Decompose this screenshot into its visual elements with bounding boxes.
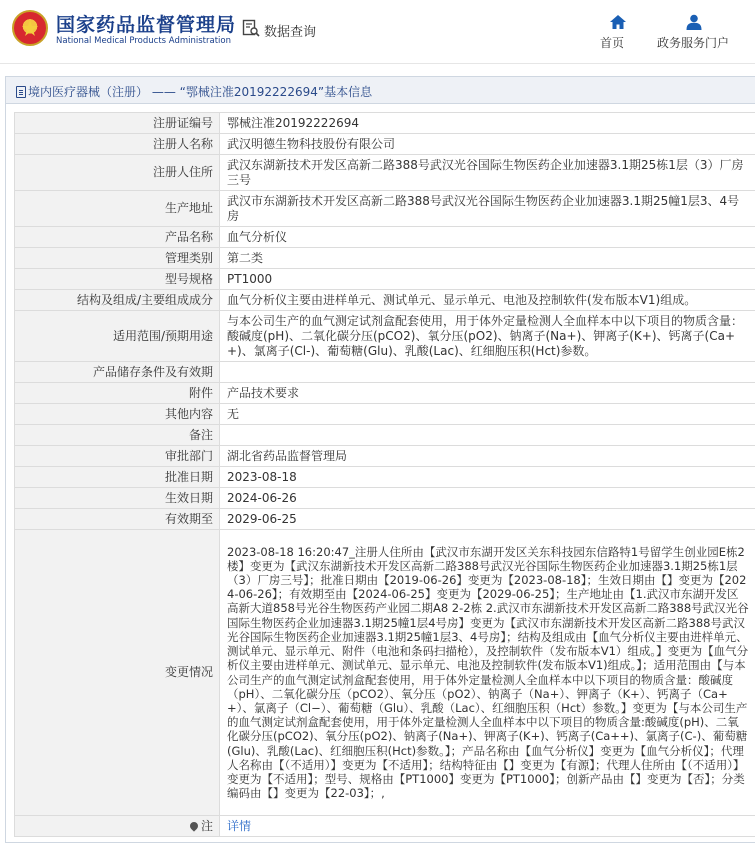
- breadcrumb-category-link[interactable]: 境内医疗器械（注册）: [28, 85, 149, 99]
- registration-info-table: [14, 112, 755, 837]
- row-key: 审批部门: [15, 446, 220, 467]
- row-value: 武汉明德生物科技股份有限公司: [220, 134, 755, 155]
- table-row: [15, 425, 755, 446]
- table-row: [15, 816, 755, 837]
- row-value: 鄂械注准20192222694: [220, 113, 755, 134]
- table-row: [15, 290, 755, 311]
- row-key: 注册人住所: [15, 155, 220, 191]
- row-value: [220, 816, 755, 837]
- row-key: 注册证编号: [15, 113, 220, 134]
- row-value: 产品技术要求: [220, 383, 755, 404]
- table-row: [15, 113, 755, 134]
- row-key: 批准日期: [15, 467, 220, 488]
- row-value: 2024-06-26: [220, 488, 755, 509]
- row-value: 武汉市东湖新技术开发区高新二路388号武汉光谷国际生物医药企业加速器3.1期25幢1层3、4号房: [220, 191, 755, 227]
- pin-icon: [188, 820, 199, 831]
- nav-home-link[interactable]: 首页: [600, 36, 625, 50]
- star-icon: [21, 19, 39, 37]
- row-key: 附件: [15, 383, 220, 404]
- row-key: 变更情况: [15, 530, 220, 816]
- row-value: 2029-06-25: [220, 509, 755, 530]
- row-key: 注册人名称: [15, 134, 220, 155]
- table-row: [15, 446, 755, 467]
- table-row: [15, 404, 755, 425]
- table-row: [15, 467, 755, 488]
- row-value: [220, 362, 755, 383]
- detail-link[interactable]: 详情: [227, 818, 252, 833]
- table-row: [15, 191, 755, 227]
- data-search-link[interactable]: 数据查询: [264, 25, 317, 40]
- data-search-icon[interactable]: [242, 19, 260, 37]
- site-subtitle: National Medical Products Administration: [56, 36, 231, 46]
- row-value: [220, 425, 755, 446]
- breadcrumb-title: “鄂械注准20192222694”基本信息: [179, 85, 373, 99]
- national-emblem-logo[interactable]: [12, 10, 48, 46]
- row-value: 血气分析仪主要由进样单元、测试单元、显示单元、电池及控制软件(发布版本V1)组成。: [220, 290, 755, 311]
- row-value: 与本公司生产的血气测定试剂盒配套使用，用于体外定量检测人全血样本中以下项目的物质含量：酸碱度(pH)、二氧化碳分压(pCO2)、氧分压(pO2)、钠离子(Na+)、钾离子(K+)、钙离子(Ca++)、氯离子(Cl-)、葡萄糖(Glu)、乳酸(Lac)、红细胞压积(Hct)参数。: [220, 311, 755, 362]
- table-row: [15, 488, 755, 509]
- row-value: 2023-08-18: [220, 467, 755, 488]
- site-header: [0, 0, 755, 64]
- row-value: 血气分析仪: [220, 227, 755, 248]
- table-row: [15, 134, 755, 155]
- row-key: 适用范围/预期用途: [15, 311, 220, 362]
- row-key: 管理类别: [15, 248, 220, 269]
- row-value: 武汉东湖新技术开发区高新二路388号武汉光谷国际生物医药企业加速器3.1期25栋1层（3）厂房三号: [220, 155, 755, 191]
- table-row: [15, 509, 755, 530]
- row-key: 结构及组成/主要组成成分: [15, 290, 220, 311]
- table-row: [15, 383, 755, 404]
- row-key: [15, 816, 220, 837]
- note-key: 注: [200, 818, 213, 833]
- nav-portal-link[interactable]: 政务服务门户: [657, 36, 730, 50]
- breadcrumb: [6, 77, 755, 104]
- row-value: 无: [220, 404, 755, 425]
- site-title[interactable]: 国家药品监督管理局: [56, 14, 237, 36]
- row-key: 产品储存条件及有效期: [15, 362, 220, 383]
- person-icon[interactable]: [685, 14, 703, 30]
- breadcrumb-separator: ——: [148, 85, 180, 99]
- detail-panel: [5, 76, 755, 843]
- row-key: 生效日期: [15, 488, 220, 509]
- row-value: 第二类: [220, 248, 755, 269]
- row-key: 其他内容: [15, 404, 220, 425]
- row-key: 型号规格: [15, 269, 220, 290]
- home-icon[interactable]: [609, 14, 627, 30]
- row-key: 产品名称: [15, 227, 220, 248]
- row-key: 有效期至: [15, 509, 220, 530]
- table-row: [15, 530, 755, 816]
- row-key: 生产地址: [15, 191, 220, 227]
- row-value: 湖北省药品监督管理局: [220, 446, 755, 467]
- table-row: [15, 311, 755, 362]
- table-row: [15, 155, 755, 191]
- row-key: 备注: [15, 425, 220, 446]
- table-row: [15, 269, 755, 290]
- document-icon: [16, 86, 26, 98]
- row-value: 2023-08-18 16:20:47_注册人住所由【武汉市东湖开发区关东科技园东信路特1号留学生创业园E栋2楼】变更为【武汉东湖新技术开发区高新二路388号武汉光谷国际生物医药企业加速器3.1期25栋1层（3）厂房三号】；批准日期由【2019-06-26】变更为【2023-08-18】；生效日期由【】变更为【2024-06-26】；有效期至由【2024-06-25】变更为【2029-06-25】；生产地址由【1.武汉市东湖开发区高新大道858号光谷生物医药产业园二期A8 2-2栋 2.武汉市东湖新技术开发区高新二路388号武汉光谷国际生物医药企业加速器3.1期25幢1层4号房】变更为【武汉市东湖新技术开发区高新二路388号武汉光谷国际生物医药企业加速器3.1期25幢1层3、4号房】；结构及组成由【血气分析仪主要由进样单元、测试单元、显示单元、附件（电池和条码扫描枪），及控制软件（发布版本V1）组成。】变更为【血气分析仪主要由进样单元、测试单元、显示单元、电池及控制软件(发布版本V1)组成。】；适用范围由【与本公司生产的血气测定试剂盒配套使用，用于体外定量检测人全血样本中以下项目的物质含量：酸碱度（pH）、二氧化碳分压（pCO2）、氧分压（pO2）、钠离子（Na+）、钾离子（K+）、钙离子（Ca++）、氯离子（Cl−）、葡萄糖（Glu）、乳酸（Lac）、红细胞压积（Hct）参数。】变更为【与本公司生产的血气测定试剂盒配套使用，用于体外定量检测人全血样本中以下项目的物质含量:酸碱度(pH)、二氧化碳分压(pCO2)、氧分压(pO2)、钠离子(Na+)、钾离子(K+)、钙离子(Ca++)、氯离子(C-)、葡萄糖(Glu)、乳酸(Lac)、红细胞压积(Hct)参数。】；产品名称由【血气分析仪】变更为【血气分析仪】；代理人名称由【（不适用）】变更为【不适用】；结构特征由【】变更为【有源】；代理人住所由【（不适用）】变更为【不适用】；型号、规格由【PT1000】变更为【PT1000】；创新产品由【】变更为【否】；分类编码由【】变更为【22-03】；,: [220, 530, 755, 816]
- table-row: [15, 248, 755, 269]
- table-row: [15, 362, 755, 383]
- table-row: [15, 227, 755, 248]
- row-value: PT1000: [220, 269, 755, 290]
